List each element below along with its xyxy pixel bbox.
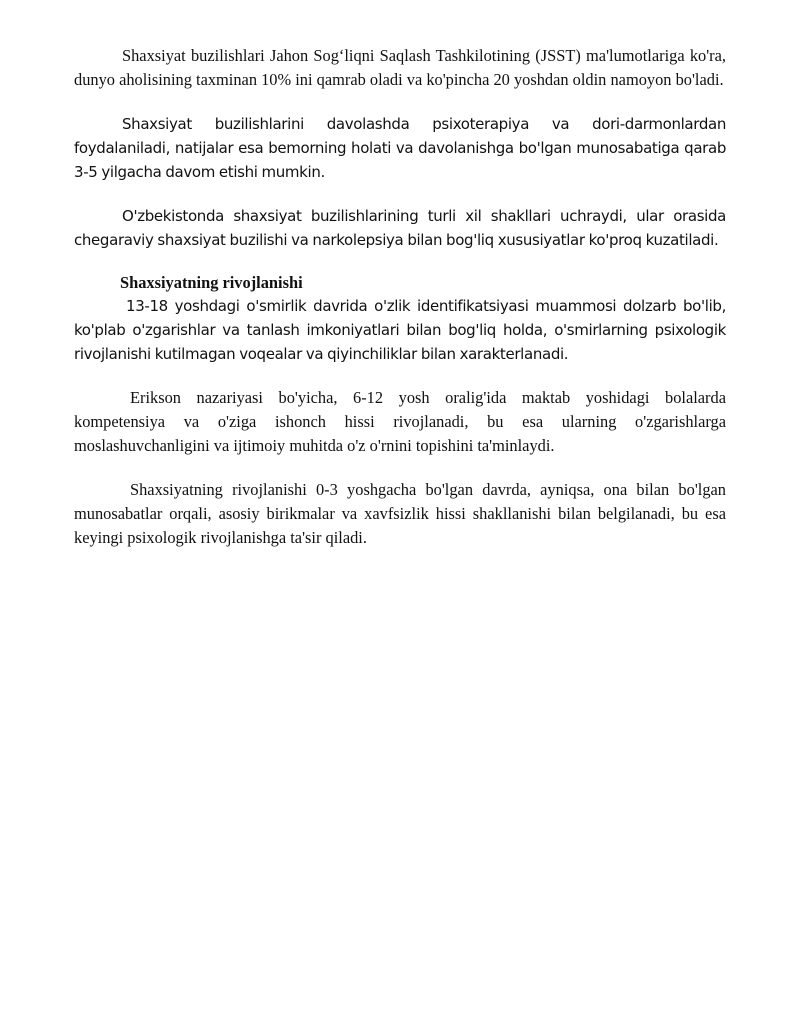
paragraph-erikson: Erikson nazariyasi bo'yicha, 6-12 yosh oralig'ida maktab yoshidagi bolalarda kompetensiya va o'ziga ishonch hissi rivojlanadi, bu esa ularning o'zgarishlarga moslashuvchanligini va ijtimoiy muhitda o'z o'rnini topishini ta'minlaydi. [74, 388, 726, 455]
paragraph-jsst-statistics: Shaxsiyat buzilishlari Jahon Sog‘liqni Saqlash Tashkilotining (JSST) ma'lumotlariga ko'ra, dunyo aholisining taxminan 10% ini qamrab oladi va ko'pincha 20 yoshdan oldin namoyon bo'ladi. [74, 46, 726, 89]
paragraph-treatment: Shaxsiyat buzilishlarini davolashda psixoterapiya va dori-darmonlardan foydalaniladi, natijalar esa bemorning holati va davolanishga bo'lgan munosabatiga qarab 3-5 yilgacha davom etishi mumkin. [74, 115, 726, 181]
paragraph-uzbekistan: O'zbekistonda shaxsiyat buzilishlarining turli xil shakllari uchraydi, ular orasida chegaraviy shaxsiyat buzilishi va narkolepsiya bilan bog'liq xususiyatlar ko'proq kuzatiladi. [74, 207, 726, 249]
section-heading: Shaxsiyatning rivojlanishi [120, 273, 303, 292]
paragraph-early-childhood: Shaxsiyatning rivojlanishi 0-3 yoshgacha bo'lgan davrda, ayniqsa, ona bilan bo'lgan munosabatlar orqali, asosiy birikmalar va xavfsizlik hissi shakllanishi bilan belgilanadi, bu esa keyingi psixologik rivojlanishga ta'sir qiladi. [74, 480, 726, 547]
document-page [74, 44, 726, 570]
paragraph-adolescence: 13-18 yoshdagi o'smirlik davrida o'zlik identifikatsiyasi muammosi dolzarb bo'lib, ko'plab o'zgarishlar va tanlash imkoniyatlari bilan bog'liq holda, o'smirlarning psixologik rivojlanishi kutilmagan voqealar va qiyinchiliklar bilan xarakterlanadi. [74, 297, 726, 363]
